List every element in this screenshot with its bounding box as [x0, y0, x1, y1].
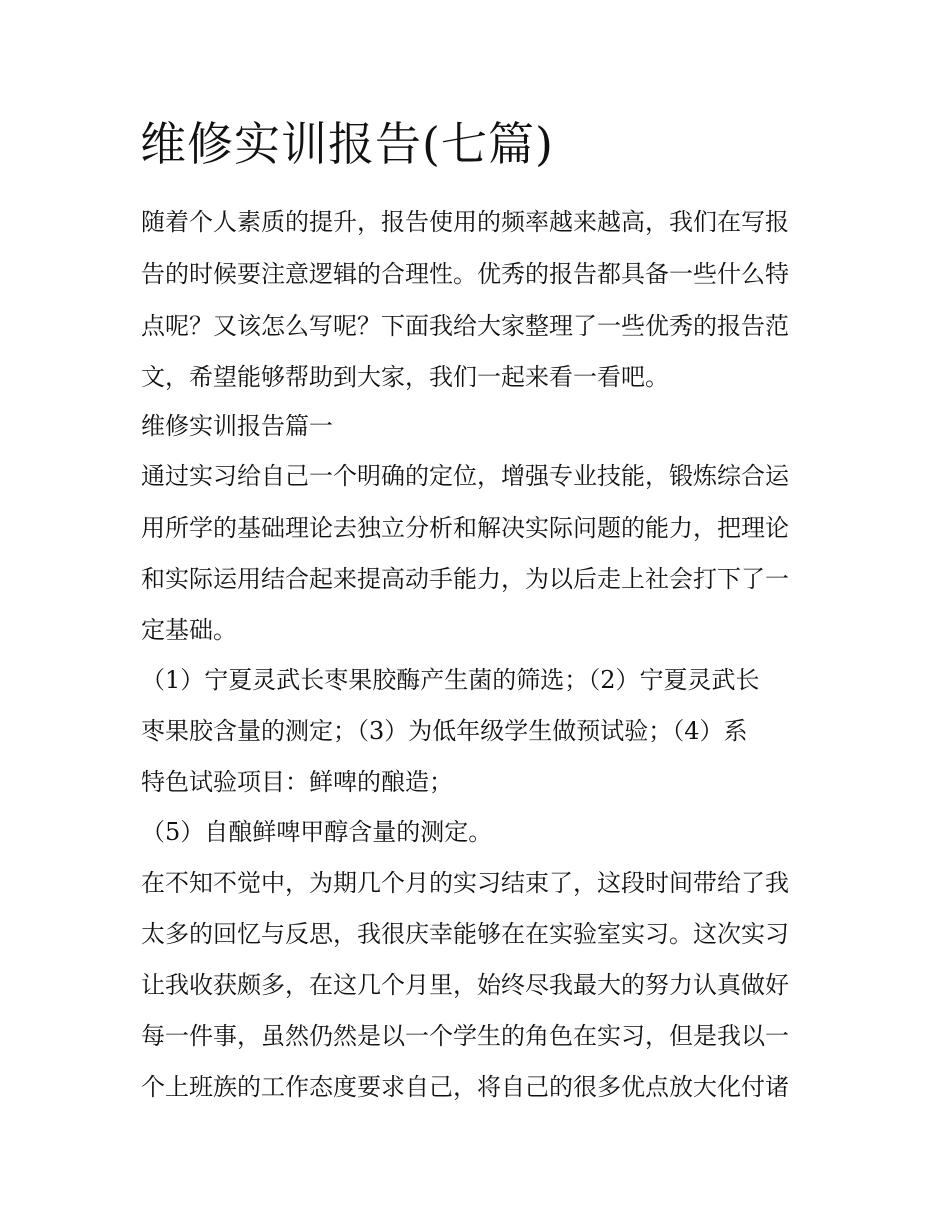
paragraph-line: 个上班族的工作态度要求自己，将自己的很多优点放大化付诸	[141, 1073, 789, 1101]
paragraph-line: 用所学的基础理论去独立分析和解决实际问题的能力，把理论	[141, 514, 789, 542]
list-line: 特色试验项目：鲜啤的酿造；	[141, 768, 453, 796]
paragraph-line: 通过实习给自己一个明确的定位，增强专业技能，锻炼综合运	[141, 462, 789, 490]
paragraph-line: 文，希望能够帮助到大家，我们一起来看一看吧。	[141, 363, 669, 391]
paragraph-line: 随着个人素质的提升，报告使用的频率越来越高，我们在写报	[141, 208, 789, 236]
paragraph-line: 让我收获颇多，在这几个月里，始终尽我最大的努力认真做好	[141, 971, 789, 999]
paragraph-line: 点呢？又该怎么写呢？下面我给大家整理了一些优秀的报告范	[141, 312, 789, 340]
document-title: 维修实训报告(七篇)	[140, 117, 554, 171]
list-line: （1）宁夏灵武长枣果胶酶产生菌的筛选；（2）宁夏灵武长	[141, 666, 760, 694]
list-line: （5）自酿鲜啤甲醇含量的测定。	[141, 818, 493, 846]
paragraph-line: 在不知不觉中，为期几个月的实习结束了，这段时间带给了我	[141, 869, 789, 897]
paragraph-line: 定基础。	[141, 616, 237, 644]
section-heading: 维修实训报告篇一	[141, 412, 333, 440]
paragraph-line: 每一件事，虽然仍然是以一个学生的角色在实习，但是我以一	[141, 1022, 789, 1050]
paragraph-line: 太多的回忆与反思，我很庆幸能够在在实验室实习。这次实习	[141, 920, 789, 948]
list-line: 枣果胶含量的测定；（3）为低年级学生做预试验；（4）系	[141, 717, 748, 745]
paragraph-line: 告的时候要注意逻辑的合理性。优秀的报告都具备一些什么特	[141, 260, 789, 288]
paragraph-line: 和实际运用结合起来提高动手能力，为以后走上社会打下了一	[141, 565, 789, 593]
